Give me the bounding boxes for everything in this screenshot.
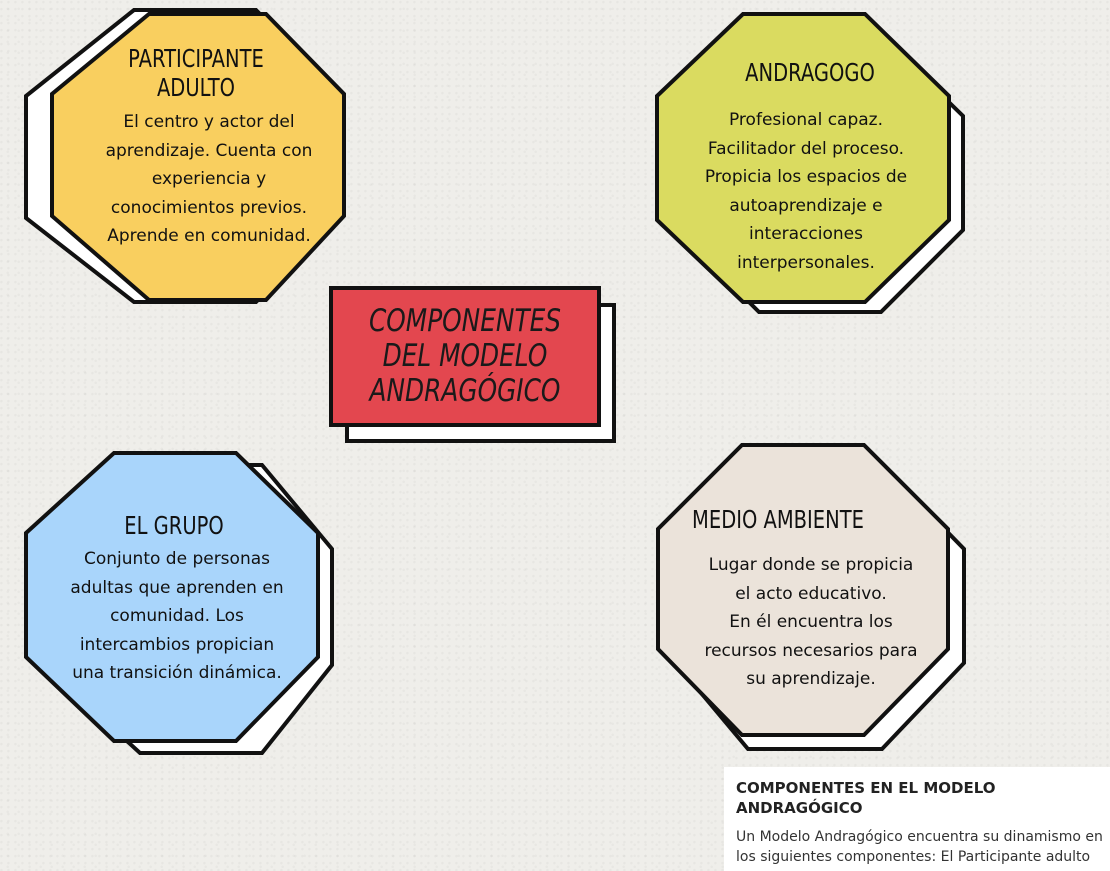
info-panel-title: COMPONENTES EN EL MODELO ANDRAGÓGICO <box>736 779 996 817</box>
andragogo-description: Profesional capaz. Facilitador del proceso. Propicia los espacios de autoaprendizaje e interacciones interpersonales. <box>704 110 908 273</box>
medio-ambiente-node <box>656 443 968 753</box>
center-title-card <box>329 286 619 446</box>
medio-description: Lugar donde se propicia el acto educativo. En él encuentra los recursos necesarios para su aprendizaje. <box>704 555 918 689</box>
participante-description: El centro y actor del aprendizaje. Cuenta con experiencia y conocimientos previos. Aprende en comunidad. <box>105 112 313 246</box>
center-card-front <box>329 286 601 427</box>
info-panel[interactable] <box>724 767 1110 871</box>
medio-title: MEDIO AMBIENTE <box>692 505 864 534</box>
andragogo-title: ANDRAGOGO <box>745 58 875 87</box>
el-grupo-node <box>24 451 336 757</box>
grupo-title: EL GRUPO <box>124 511 224 540</box>
andragogo-node <box>655 12 969 315</box>
center-title: COMPONENTES DEL MODELO ANDRAGÓGICO <box>368 303 562 409</box>
participante-title: PARTICIPANTE ADULTO <box>128 44 264 102</box>
info-panel-text: Un Modelo Andragógico encuentra su dinamismo en los siguientes componentes: El Participante adulto <box>736 829 1103 865</box>
grupo-description: Conjunto de personas adultas que aprenden en comunidad. Los intercambios propician una transición dinámica. <box>70 549 284 683</box>
participante-adulto-node <box>24 8 348 304</box>
